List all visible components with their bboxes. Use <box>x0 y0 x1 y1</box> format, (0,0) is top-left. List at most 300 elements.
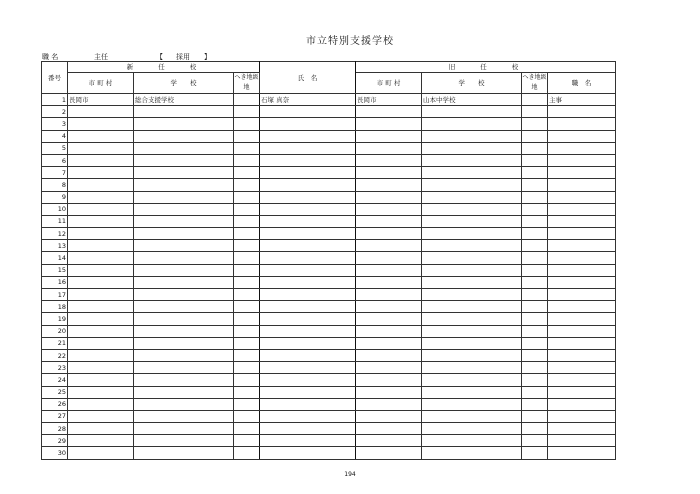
new-hekichi-cell[interactable] <box>234 337 260 349</box>
old-city-cell[interactable] <box>356 362 422 374</box>
name-cell[interactable] <box>260 130 356 142</box>
old-shokumei-cell[interactable]: 主事 <box>548 94 616 106</box>
name-cell[interactable] <box>260 435 356 447</box>
old-shokumei-cell[interactable] <box>548 240 616 252</box>
old-shokumei-cell[interactable] <box>548 154 616 166</box>
old-shokumei-cell[interactable] <box>548 191 616 203</box>
old-school-cell[interactable] <box>422 142 522 154</box>
old-city-cell[interactable] <box>356 276 422 288</box>
old-shokumei-cell[interactable] <box>548 447 616 459</box>
row-number[interactable]: 26 <box>42 398 68 410</box>
old-school-cell[interactable] <box>422 435 522 447</box>
old-hekichi-cell[interactable] <box>522 252 548 264</box>
old-hekichi-cell[interactable] <box>522 94 548 106</box>
old-city-cell[interactable] <box>356 410 422 422</box>
new-city-cell[interactable] <box>68 410 134 422</box>
bracket-close: 】 <box>204 53 211 61</box>
old-shokumei-cell[interactable] <box>548 252 616 264</box>
name-cell[interactable] <box>260 337 356 349</box>
row-number[interactable]: 16 <box>42 276 68 288</box>
new-school-cell[interactable] <box>134 252 234 264</box>
new-hekichi-cell[interactable] <box>234 313 260 325</box>
new-city-cell[interactable] <box>68 435 134 447</box>
row-number[interactable]: 11 <box>42 215 68 227</box>
table-row <box>42 130 616 142</box>
new-school-cell[interactable] <box>134 264 234 276</box>
old-city-cell[interactable] <box>356 203 422 215</box>
old-hekichi-cell[interactable] <box>522 410 548 422</box>
old-city-cell[interactable] <box>356 398 422 410</box>
old-hekichi-cell[interactable] <box>522 447 548 459</box>
table-row <box>42 325 616 337</box>
page-number: 194 <box>344 471 356 478</box>
table-row <box>42 215 616 227</box>
old-city-cell[interactable] <box>356 435 422 447</box>
old-hekichi-cell[interactable] <box>522 276 548 288</box>
old-shokumei-cell[interactable] <box>548 203 616 215</box>
old-city-cell[interactable] <box>356 386 422 398</box>
old-shokumei-cell[interactable] <box>548 276 616 288</box>
old-shokumei-cell[interactable] <box>548 337 616 349</box>
name-cell[interactable] <box>260 154 356 166</box>
new-school-cell[interactable] <box>134 215 234 227</box>
new-school-cell[interactable] <box>134 423 234 435</box>
old-school-cell[interactable] <box>422 118 522 130</box>
row-number[interactable]: 25 <box>42 386 68 398</box>
new-school-cell[interactable] <box>134 191 234 203</box>
new-city-cell[interactable] <box>68 240 134 252</box>
table-row <box>42 203 616 215</box>
old-hekichi-cell[interactable] <box>522 301 548 313</box>
new-school-cell[interactable] <box>134 386 234 398</box>
table-row <box>42 410 616 422</box>
new-hekichi-cell[interactable] <box>234 374 260 386</box>
new-school-cell[interactable] <box>134 118 234 130</box>
new-school-cell[interactable] <box>134 362 234 374</box>
table-row <box>42 142 616 154</box>
old-school-cell[interactable] <box>422 191 522 203</box>
old-school-cell[interactable] <box>422 154 522 166</box>
new-hekichi-cell[interactable] <box>234 423 260 435</box>
new-city-cell[interactable] <box>68 264 134 276</box>
old-shokumei-cell[interactable] <box>548 410 616 422</box>
table-row <box>42 349 616 361</box>
old-school-cell[interactable] <box>422 264 522 276</box>
new-city-cell[interactable] <box>68 398 134 410</box>
row-number[interactable]: 5 <box>42 142 68 154</box>
new-school-cell[interactable] <box>134 276 234 288</box>
new-school-cell[interactable] <box>134 325 234 337</box>
name-cell[interactable] <box>260 301 356 313</box>
table-row <box>42 154 616 166</box>
new-city-cell[interactable] <box>68 203 134 215</box>
old-shokumei-cell[interactable] <box>548 106 616 118</box>
name-cell[interactable] <box>260 325 356 337</box>
new-city-cell[interactable] <box>68 106 134 118</box>
old-school-cell[interactable] <box>422 349 522 361</box>
row-number[interactable]: 2 <box>42 106 68 118</box>
row-number[interactable]: 13 <box>42 240 68 252</box>
new-hekichi-cell[interactable] <box>234 179 260 191</box>
old-school-cell[interactable] <box>422 167 522 179</box>
row-number[interactable]: 30 <box>42 447 68 459</box>
new-hekichi-cell[interactable] <box>234 106 260 118</box>
old-shokumei-cell[interactable] <box>548 142 616 154</box>
row-number[interactable]: 14 <box>42 252 68 264</box>
old-school-cell[interactable] <box>422 301 522 313</box>
new-hekichi-cell[interactable] <box>234 362 260 374</box>
name-cell[interactable] <box>260 142 356 154</box>
old-school-cell[interactable] <box>422 374 522 386</box>
new-hekichi-cell[interactable] <box>234 289 260 301</box>
old-city-cell[interactable]: 長岡市 <box>356 94 422 106</box>
table-row <box>42 94 616 106</box>
new-hekichi-cell[interactable] <box>234 349 260 361</box>
table-row <box>42 423 616 435</box>
row-number[interactable]: 15 <box>42 264 68 276</box>
new-city-cell[interactable] <box>68 276 134 288</box>
old-hekichi-cell[interactable] <box>522 106 548 118</box>
old-city-cell[interactable] <box>356 337 422 349</box>
old-shokumei-cell[interactable] <box>548 349 616 361</box>
name-cell[interactable] <box>260 313 356 325</box>
old-school-cell[interactable]: 山本中学校 <box>422 94 522 106</box>
old-school-cell[interactable] <box>422 179 522 191</box>
old-shokumei-cell[interactable] <box>548 301 616 313</box>
header-old-shokumei: 職 名 <box>548 73 616 94</box>
old-hekichi-cell[interactable] <box>522 130 548 142</box>
new-hekichi-cell[interactable] <box>234 264 260 276</box>
new-city-cell[interactable] <box>68 228 134 240</box>
name-cell[interactable] <box>260 398 356 410</box>
name-cell[interactable] <box>260 106 356 118</box>
old-city-cell[interactable] <box>356 215 422 227</box>
row-number[interactable]: 23 <box>42 362 68 374</box>
row-number[interactable]: 20 <box>42 325 68 337</box>
name-cell[interactable] <box>260 191 356 203</box>
row-number[interactable]: 28 <box>42 423 68 435</box>
new-school-cell[interactable] <box>134 203 234 215</box>
old-hekichi-cell[interactable] <box>522 325 548 337</box>
old-hekichi-cell[interactable] <box>522 435 548 447</box>
row-number[interactable]: 7 <box>42 167 68 179</box>
old-shokumei-cell[interactable] <box>548 325 616 337</box>
new-hekichi-cell[interactable] <box>234 94 260 106</box>
new-school-cell[interactable] <box>134 106 234 118</box>
new-school-cell[interactable] <box>134 349 234 361</box>
new-city-cell[interactable] <box>68 154 134 166</box>
new-city-cell[interactable]: 長岡市 <box>68 94 134 106</box>
new-city-cell[interactable] <box>68 289 134 301</box>
old-shokumei-cell[interactable] <box>548 398 616 410</box>
old-shokumei-cell[interactable] <box>548 435 616 447</box>
new-hekichi-cell[interactable] <box>234 447 260 459</box>
old-shokumei-cell[interactable] <box>548 118 616 130</box>
new-city-cell[interactable] <box>68 167 134 179</box>
old-school-cell[interactable] <box>422 228 522 240</box>
old-hekichi-cell[interactable] <box>522 374 548 386</box>
name-cell[interactable] <box>260 410 356 422</box>
new-hekichi-cell[interactable] <box>234 167 260 179</box>
old-school-cell[interactable] <box>422 252 522 264</box>
old-school-cell[interactable] <box>422 215 522 227</box>
old-school-cell[interactable] <box>422 398 522 410</box>
new-city-cell[interactable] <box>68 423 134 435</box>
row-number[interactable]: 18 <box>42 301 68 313</box>
row-number[interactable]: 8 <box>42 179 68 191</box>
table-row <box>42 276 616 288</box>
new-hekichi-cell[interactable] <box>234 215 260 227</box>
row-number[interactable]: 24 <box>42 374 68 386</box>
new-hekichi-cell[interactable] <box>234 118 260 130</box>
name-cell[interactable]: 石塚 真奈 <box>260 94 356 106</box>
header-new-school: 学 校 <box>134 73 234 94</box>
new-city-cell[interactable] <box>68 325 134 337</box>
old-shokumei-cell[interactable] <box>548 423 616 435</box>
old-city-cell[interactable] <box>356 167 422 179</box>
new-city-cell[interactable] <box>68 374 134 386</box>
old-shokumei-cell[interactable] <box>548 264 616 276</box>
old-city-cell[interactable] <box>356 240 422 252</box>
old-hekichi-cell[interactable] <box>522 228 548 240</box>
table-row <box>42 313 616 325</box>
table-row <box>42 179 616 191</box>
new-hekichi-cell[interactable] <box>234 410 260 422</box>
new-school-cell[interactable] <box>134 447 234 459</box>
name-cell[interactable] <box>260 264 356 276</box>
old-city-cell[interactable] <box>356 252 422 264</box>
old-city-cell[interactable] <box>356 142 422 154</box>
old-shokumei-cell[interactable] <box>548 289 616 301</box>
new-city-cell[interactable] <box>68 362 134 374</box>
new-city-cell[interactable] <box>68 130 134 142</box>
new-school-cell[interactable] <box>134 179 234 191</box>
old-hekichi-cell[interactable] <box>522 154 548 166</box>
new-city-cell[interactable] <box>68 337 134 349</box>
row-number[interactable]: 10 <box>42 203 68 215</box>
shokumei-label: 職 名 <box>42 53 59 61</box>
old-school-cell[interactable] <box>422 423 522 435</box>
old-school-cell[interactable] <box>422 276 522 288</box>
old-school-cell[interactable] <box>422 130 522 142</box>
saiyo-label: 採用 <box>176 53 190 61</box>
personnel-table <box>41 61 616 460</box>
old-shokumei-cell[interactable] <box>548 179 616 191</box>
old-shokumei-cell[interactable] <box>548 362 616 374</box>
new-school-cell[interactable]: 総合支援学校 <box>134 94 234 106</box>
row-number[interactable]: 29 <box>42 435 68 447</box>
old-city-cell[interactable] <box>356 447 422 459</box>
new-school-cell[interactable] <box>134 374 234 386</box>
old-shokumei-cell[interactable] <box>548 313 616 325</box>
table-row <box>42 362 616 374</box>
name-cell[interactable] <box>260 252 356 264</box>
name-cell[interactable] <box>260 240 356 252</box>
new-city-cell[interactable] <box>68 386 134 398</box>
old-school-cell[interactable] <box>422 447 522 459</box>
name-cell[interactable] <box>260 423 356 435</box>
new-school-cell[interactable] <box>134 435 234 447</box>
old-school-cell[interactable] <box>422 337 522 349</box>
old-city-cell[interactable] <box>356 264 422 276</box>
new-hekichi-cell[interactable] <box>234 142 260 154</box>
name-cell[interactable] <box>260 203 356 215</box>
old-shokumei-cell[interactable] <box>548 215 616 227</box>
new-school-cell[interactable] <box>134 228 234 240</box>
row-number[interactable]: 21 <box>42 337 68 349</box>
row-number[interactable]: 22 <box>42 349 68 361</box>
header-name: 氏 名 <box>260 62 356 94</box>
old-shokumei-cell[interactable] <box>548 228 616 240</box>
bracket-open: 【 <box>156 53 163 61</box>
row-number[interactable]: 12 <box>42 228 68 240</box>
table-row <box>42 435 616 447</box>
row-number[interactable]: 19 <box>42 313 68 325</box>
shokumei-value: 主任 <box>94 53 108 61</box>
new-school-cell[interactable] <box>134 398 234 410</box>
new-school-cell[interactable] <box>134 301 234 313</box>
old-hekichi-cell[interactable] <box>522 386 548 398</box>
name-cell[interactable] <box>260 118 356 130</box>
new-hekichi-cell[interactable] <box>234 386 260 398</box>
name-cell[interactable] <box>260 289 356 301</box>
new-city-cell[interactable] <box>68 301 134 313</box>
old-school-cell[interactable] <box>422 410 522 422</box>
new-school-cell[interactable] <box>134 130 234 142</box>
header-new-hekichi: へき地級地 <box>234 73 260 94</box>
old-school-cell[interactable] <box>422 325 522 337</box>
old-city-cell[interactable] <box>356 118 422 130</box>
row-number[interactable]: 4 <box>42 130 68 142</box>
old-city-cell[interactable] <box>356 374 422 386</box>
old-hekichi-cell[interactable] <box>522 349 548 361</box>
name-cell[interactable] <box>260 215 356 227</box>
old-city-cell[interactable] <box>356 313 422 325</box>
new-hekichi-cell[interactable] <box>234 240 260 252</box>
old-city-cell[interactable] <box>356 289 422 301</box>
new-school-cell[interactable] <box>134 167 234 179</box>
row-number[interactable]: 17 <box>42 289 68 301</box>
new-hekichi-cell[interactable] <box>234 154 260 166</box>
old-hekichi-cell[interactable] <box>522 362 548 374</box>
new-hekichi-cell[interactable] <box>234 398 260 410</box>
new-hekichi-cell[interactable] <box>234 301 260 313</box>
new-city-cell[interactable] <box>68 313 134 325</box>
new-city-cell[interactable] <box>68 179 134 191</box>
new-school-cell[interactable] <box>134 154 234 166</box>
old-hekichi-cell[interactable] <box>522 191 548 203</box>
new-hekichi-cell[interactable] <box>234 191 260 203</box>
old-hekichi-cell[interactable] <box>522 289 548 301</box>
table-row <box>42 228 616 240</box>
name-cell[interactable] <box>260 179 356 191</box>
new-city-cell[interactable] <box>68 252 134 264</box>
name-cell[interactable] <box>260 349 356 361</box>
new-city-cell[interactable] <box>68 215 134 227</box>
new-school-cell[interactable] <box>134 142 234 154</box>
old-hekichi-cell[interactable] <box>522 167 548 179</box>
name-cell[interactable] <box>260 447 356 459</box>
old-city-cell[interactable] <box>356 325 422 337</box>
old-shokumei-cell[interactable] <box>548 167 616 179</box>
name-cell[interactable] <box>260 167 356 179</box>
name-cell[interactable] <box>260 374 356 386</box>
old-hekichi-cell[interactable] <box>522 398 548 410</box>
old-school-cell[interactable] <box>422 289 522 301</box>
old-city-cell[interactable] <box>356 106 422 118</box>
old-hekichi-cell[interactable] <box>522 313 548 325</box>
old-city-cell[interactable] <box>356 301 422 313</box>
row-number[interactable]: 27 <box>42 410 68 422</box>
new-city-cell[interactable] <box>68 118 134 130</box>
new-city-cell[interactable] <box>68 191 134 203</box>
old-city-cell[interactable] <box>356 179 422 191</box>
old-shokumei-cell[interactable] <box>548 386 616 398</box>
row-number[interactable]: 9 <box>42 191 68 203</box>
old-shokumei-cell[interactable] <box>548 130 616 142</box>
old-city-cell[interactable] <box>356 228 422 240</box>
old-school-cell[interactable] <box>422 313 522 325</box>
new-hekichi-cell[interactable] <box>234 228 260 240</box>
old-shokumei-cell[interactable] <box>548 374 616 386</box>
table-row <box>42 167 616 179</box>
old-city-cell[interactable] <box>356 130 422 142</box>
old-school-cell[interactable] <box>422 203 522 215</box>
old-school-cell[interactable] <box>422 362 522 374</box>
old-school-cell[interactable] <box>422 106 522 118</box>
old-hekichi-cell[interactable] <box>522 118 548 130</box>
new-hekichi-cell[interactable] <box>234 203 260 215</box>
old-school-cell[interactable] <box>422 386 522 398</box>
name-cell[interactable] <box>260 276 356 288</box>
new-city-cell[interactable] <box>68 447 134 459</box>
old-school-cell[interactable] <box>422 240 522 252</box>
name-cell[interactable] <box>260 362 356 374</box>
old-city-cell[interactable] <box>356 349 422 361</box>
header-new-city: 市 町 村 <box>68 73 134 94</box>
old-city-cell[interactable] <box>356 423 422 435</box>
new-hekichi-cell[interactable] <box>234 435 260 447</box>
name-cell[interactable] <box>260 386 356 398</box>
name-cell[interactable] <box>260 228 356 240</box>
old-city-cell[interactable] <box>356 191 422 203</box>
old-hekichi-cell[interactable] <box>522 215 548 227</box>
new-city-cell[interactable] <box>68 142 134 154</box>
new-hekichi-cell[interactable] <box>234 325 260 337</box>
old-hekichi-cell[interactable] <box>522 264 548 276</box>
new-school-cell[interactable] <box>134 289 234 301</box>
table-row <box>42 301 616 313</box>
new-school-cell[interactable] <box>134 313 234 325</box>
old-city-cell[interactable] <box>356 154 422 166</box>
new-hekichi-cell[interactable] <box>234 252 260 264</box>
old-hekichi-cell[interactable] <box>522 423 548 435</box>
new-school-cell[interactable] <box>134 240 234 252</box>
row-number[interactable]: 6 <box>42 154 68 166</box>
row-number[interactable]: 1 <box>42 94 68 106</box>
old-hekichi-cell[interactable] <box>522 337 548 349</box>
new-school-cell[interactable] <box>134 337 234 349</box>
old-hekichi-cell[interactable] <box>522 240 548 252</box>
new-city-cell[interactable] <box>68 349 134 361</box>
new-school-cell[interactable] <box>134 410 234 422</box>
new-hekichi-cell[interactable] <box>234 276 260 288</box>
old-hekichi-cell[interactable] <box>522 203 548 215</box>
row-number[interactable]: 3 <box>42 118 68 130</box>
old-hekichi-cell[interactable] <box>522 142 548 154</box>
new-hekichi-cell[interactable] <box>234 130 260 142</box>
old-hekichi-cell[interactable] <box>522 179 548 191</box>
